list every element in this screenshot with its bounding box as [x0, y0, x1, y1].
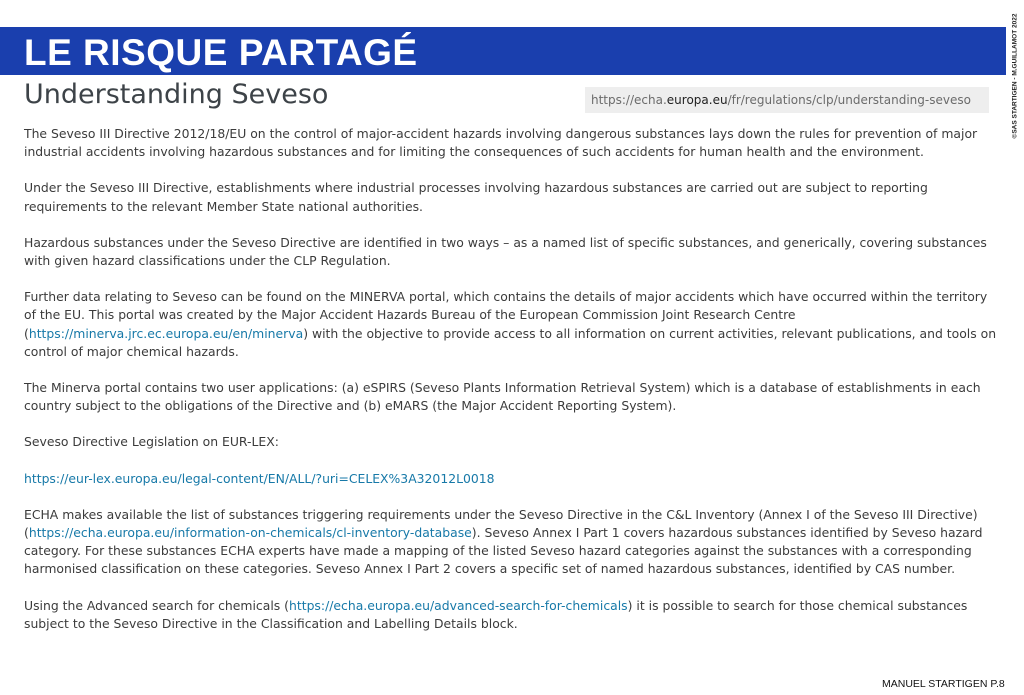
- url-path: /fr/regulations/clp/understanding-seveso: [727, 93, 971, 107]
- advanced-search-text-end: ) it is possible to search for those chemical substances subject to the Seveso Directive in the Classification and Labelling Details block.: [24, 597, 968, 631]
- cl-inventory-text-end: ). Seveso Annex I Part 1 covers hazardous substances identified by Seveso hazard category. For these substances ECHA experts have made a mapping of the listed Seveso hazard categories against the substances with a corresponding harmonised classification on these categories. Seveso Annex I Part 2 covers a specific set of named hazardous substances, identified by CAS number.: [24, 525, 983, 577]
- paragraph-eurlex-label: Seveso Directive Legislation on EUR-LEX:: [24, 434, 279, 450]
- paragraph-minerva: [24, 288, 1002, 361]
- paragraph-eurlex-link: [24, 470, 1002, 488]
- article-body: [24, 125, 1002, 651]
- paragraph-advanced-search: [24, 597, 1002, 633]
- source-url: [585, 87, 989, 113]
- paragraph-reporting: Under the Seveso III Directive, establishments where industrial processes involving hazardous substances are carried out are subject to reporting requirements to the relevant Member State national authorities.: [24, 180, 928, 214]
- cl-inventory-text-start: ECHA makes available the list of substances triggering requirements under the Seveso Directive in the C&L Inventory (Annex I of the Seveso III Directive) (: [24, 506, 978, 541]
- minerva-text-end: ) with the objective to provide access to all information on current activities, relevant publications, and tools on control of major chemical hazards.: [24, 325, 997, 359]
- paragraph-applications: The Minerva portal contains two user applications: (a) eSPIRS (Seveso Plants Information Retrieval System) which is a database of establishments in each country subject to the obligations of the Directive and (b) eMARS (the Major Accident Reporting System).: [24, 380, 981, 414]
- banner-title: LE RISQUE PARTAGÉ: [24, 32, 418, 73]
- paragraph-cl-inventory: [24, 506, 1002, 579]
- page-footer: MANUEL STARTIGEN P.8: [882, 678, 1005, 690]
- minerva-text-start: Further data relating to Seveso can be found on the MINERVA portal, which contains the details of major accidents which have occurred within the territory of the EU. This portal was created by the Major Accident Hazards Bureau of the European Commission Joint Research Centre (: [24, 289, 988, 341]
- advanced-search-link[interactable]: https://echa.europa.eu/advanced-search-for-chemicals: [289, 597, 628, 613]
- cl-inventory-link[interactable]: https://echa.europa.eu/information-on-chemicals/cl-inventory-database: [28, 525, 472, 541]
- paragraph-seveso-directive: The Seveso III Directive 2012/18/EU on the control of major-accident hazards involving dangerous substances lays down the rules for prevention of major industrial accidents involving hazardous substances and for limiting the consequences of such accidents for human health and the environment.: [24, 126, 978, 160]
- minerva-link[interactable]: https://minerva.jrc.ec.europa.eu/en/minerva: [28, 325, 304, 341]
- copyright-notice: ©SAS STARTIGEN - M.GUILLAMOT 2022: [1011, 13, 1019, 139]
- advanced-search-text-start: Using the Advanced search for chemicals (: [24, 597, 289, 613]
- url-domain: europa.eu: [666, 93, 728, 107]
- title-banner: [0, 27, 1006, 75]
- page-heading: Understanding Seveso: [24, 79, 329, 110]
- eurlex-link[interactable]: https://eur-lex.europa.eu/legal-content/EN/ALL/?uri=CELEX%3A32012L0018: [24, 470, 495, 486]
- paragraph-identification: Hazardous substances under the Seveso Directive are identified in two ways – as a named list of specific substances, and generically, covering substances with given hazard classifications under the CLP Regulation.: [24, 234, 987, 269]
- url-prefix: https://echa.: [591, 93, 667, 107]
